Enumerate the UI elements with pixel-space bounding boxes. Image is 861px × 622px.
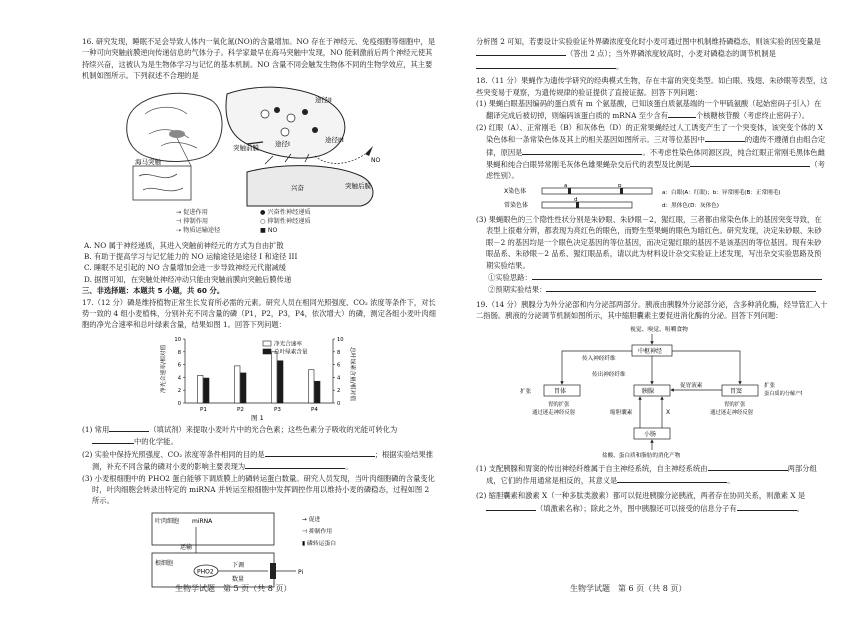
auto-chrom-label: 常染色体 bbox=[504, 201, 529, 209]
bar-P1-series-0 bbox=[198, 375, 204, 403]
bar-P1-series-1 bbox=[204, 378, 210, 403]
legend-no: ■ NO bbox=[260, 226, 278, 234]
q19-sub1: (1) 支配胰腺和胃窦的传出神经纤维属于自主神经系统，自主神经系统由 两部分组成，它们的作用通常是相反的，其意义是 。 bbox=[476, 463, 817, 485]
protein-products-label: 蛋白质的分解产物 bbox=[764, 390, 802, 397]
phosphate-pathway-diagram bbox=[150, 509, 370, 591]
footer-page-6: 生物学试题 第 6 页（共 8 页） bbox=[570, 584, 687, 593]
gene-d-label: d bbox=[574, 196, 578, 203]
bar-chart bbox=[155, 333, 365, 421]
efferent-label: 传出神经纤维 bbox=[592, 371, 626, 378]
q19-figure bbox=[502, 324, 802, 460]
legend-swatch-0 bbox=[263, 341, 271, 346]
x-chrom-label: X染色体 bbox=[504, 187, 527, 195]
antrum-box: 胃窦 bbox=[730, 387, 743, 395]
chart-categories bbox=[200, 407, 318, 413]
category-label-P3: P3 bbox=[274, 406, 281, 413]
y-tick-label-right: 6 bbox=[337, 362, 341, 369]
gene-a-label: a bbox=[564, 183, 568, 189]
q18-sub2: (2) 红眼（A）、正常刚毛（B）和灰体色（D）的正常果蝇经过人工诱变产生了一个突变体，该突变个体的 X 染色体和一条常染色体及其上的相关基因如图所示。三对等位基因中 的遗传不遵循自由组合定律，原因是 。不考虑性染色体同源区段，纯合红眼正常刚毛黑体色雌果蝇和纯合白眼异常刚毛灰体色雄果蝇杂交后代的表型及比例是 （考虑性别）。 bbox=[476, 122, 826, 181]
left-column bbox=[82, 36, 438, 593]
transport-label: 运输 bbox=[180, 543, 193, 551]
stomach-note-2: 通过迷走神经反射 bbox=[532, 409, 576, 416]
stomach-note-1: 胃的扩张 bbox=[548, 401, 570, 408]
q17-chart bbox=[155, 333, 365, 421]
bar-P3-series-1 bbox=[278, 361, 284, 403]
no-label: NO bbox=[371, 156, 381, 164]
category-label-P2: P2 bbox=[237, 406, 244, 413]
intestine-box: 小肠 bbox=[644, 430, 657, 438]
legend-label-0: 净光合速率 bbox=[274, 341, 302, 348]
category-label-P1: P1 bbox=[200, 406, 207, 413]
stimulus-top-label: 视觉、嗅觉、咀嚼食物 bbox=[630, 326, 688, 333]
q16-option-a: A. NO 属于神经递质，其进入突触前神经元的方式为自由扩散 bbox=[84, 240, 284, 250]
pho2-label: PHO2 bbox=[197, 568, 214, 576]
legend-promote: → 促进作用 bbox=[176, 208, 208, 216]
legend-inhibit-nt: ○ 抑制性神经递质 bbox=[260, 217, 311, 225]
q17-stem: 17.（12 分）磷是维持植物正常生长发育所必需的元素。研究人员在相同光照强度、CO₂ 浓度等条件下，对长势一致的 4 组小麦植株，分别补充不同含量的磷（P1，P2，P3，P4，依次增大）的磷，测定各组小麦叶肉细胞的净光合速率和总叶绿素含量，结果如图 1。回答下列问题： bbox=[82, 297, 436, 330]
chrom-key-1: a：白眼(A：红眼)；b：异常刚毛(B：正常刚毛) bbox=[662, 189, 781, 196]
chromosome-diagram bbox=[502, 184, 802, 212]
bar-P4-series-0 bbox=[309, 370, 315, 403]
path3-label: 途径III bbox=[325, 135, 344, 144]
q16-figure bbox=[115, 84, 405, 210]
gastrin-label: 促胃液素 bbox=[680, 382, 703, 389]
q16-option-b: B. 有助于提高学习与记忆能力的 NO 运输途径是途径 I 和途径 III bbox=[84, 252, 298, 262]
gene-b-label: b bbox=[618, 183, 622, 189]
y-tick-label-right: 0 bbox=[337, 400, 341, 407]
q17-figure2 bbox=[150, 509, 370, 591]
antrum-note-1: 胃的扩张 bbox=[724, 401, 746, 408]
y-tick-label-left: 0 bbox=[177, 400, 181, 407]
q18-sub1: (1) 果蝇白眼基因编码的蛋白质有 m 个氨基酸，已知该蛋白质氨基端的一个甲硫氨酸（起始密码子引入）在翻译完成后被切掉，则编码该蛋白质的 mRNA 至少含有 个核糖核苷酸（考虑终止密码子）。 bbox=[476, 99, 822, 121]
chart-legend bbox=[263, 339, 308, 355]
q19-stem: 19.（14 分）胰腺分为外分泌部和内分泌部两部分。胰液由胰腺外分泌部分泌，含多种消化酶，经导管汇入十二指肠。胰液的分泌调节机制如图所示，其中缩胆囊素主要促进消化酶的分泌。回答下列问题： bbox=[476, 299, 828, 321]
pancreas-box: 胰腺 bbox=[642, 387, 655, 395]
q18-sub3: (3) 果蝇眼色的三个隐性性状分别是朱砂眼、朱砂眼－2，猩红眼，三者都由常染色体上的基因突变导致，在表型上很难分辨，都表现为亮红色的眼色，而野生型果蝇的眼色为暗红色。研究发现，决定朱砂眼、朱砂眼－2 的基因均是一个眼色决定基因的等位基因，而决定猩红眼的基因不是该基因的等位基因。现有朱砂眼品系、朱砂眼－2 品系、猩红眼品系，请以此为材料设计杂交实验证上述发现，写出杂交实验思路及预期实验结果。 bbox=[476, 214, 822, 270]
chrom-key-2: d：黑体色(D：灰体色) bbox=[662, 202, 719, 209]
q16-legend bbox=[160, 208, 360, 238]
y-tick-label-right: 4 bbox=[337, 375, 341, 382]
y-axis-label-right: 总叶绿素含量/相对值 bbox=[349, 346, 355, 402]
q17-continuation: 分析图 2 可知，若要设计实验验证外界磷浓度变化时小麦可通过图中机制维持磷稳态，则该实验的因变量是（答出 2 点）；当外界磷浓度较高时，小麦对磷稳态的调节机制是。 bbox=[476, 37, 821, 71]
synapse-diagram bbox=[115, 84, 405, 210]
section-3-heading: 三、非选择题：本题共 5 小题，共 60 分。 bbox=[82, 286, 225, 296]
legend-swatch-1 bbox=[263, 349, 271, 354]
afferent-label: 传入神经纤维 bbox=[582, 355, 616, 362]
pancreas-regulation-diagram bbox=[502, 324, 802, 460]
q18-idea: ①实验思路： bbox=[476, 271, 828, 283]
chart-caption: 图 1 bbox=[251, 413, 264, 421]
cns-box: 中枢神经 bbox=[638, 347, 663, 355]
chart-bars bbox=[198, 352, 321, 403]
bar-P4-series-1 bbox=[315, 381, 321, 403]
q16-option-d: D. 据图可知，在突触处神经冲动只能由突触前膜向突触后膜传递 bbox=[84, 274, 292, 284]
legend-inhibit-2: ⊣ 抑制作用 bbox=[302, 528, 333, 535]
legend-label-1: 总叶绿素含量 bbox=[274, 349, 308, 356]
expand-left-label: 扩张 bbox=[520, 388, 532, 395]
leaf-cell-label: 叶肉细胞 bbox=[155, 517, 180, 525]
y-tick-label-right: 8 bbox=[337, 349, 341, 356]
y-tick-label-left: 10 bbox=[174, 336, 181, 343]
cck-label: 缩胆囊素 bbox=[610, 409, 633, 416]
y-tick-label-right: 2 bbox=[337, 388, 341, 395]
q18-result: ②预期实验结果： bbox=[476, 283, 828, 295]
bar-P2-series-0 bbox=[235, 366, 241, 403]
root-cell-label: 根细胞 bbox=[155, 559, 174, 567]
expand-right-label: 扩张 bbox=[764, 382, 776, 389]
post-label: 突触后膜 bbox=[345, 181, 371, 190]
brain-outline bbox=[127, 93, 222, 161]
y-axis-label-left: 净光合速率/相对值 bbox=[161, 344, 167, 393]
q17-sub1: (1) 常用 （填试剂）来提取小麦叶片中的光合色素；这些色素分子吸收的光能可转化为中的化学能。 bbox=[82, 424, 398, 447]
y-tick-label-left: 4 bbox=[177, 375, 181, 382]
stomach-box: 胃体 bbox=[554, 387, 567, 395]
right-column bbox=[476, 36, 828, 514]
legend-excite-nt: ● 兴奋性神经递质 bbox=[260, 208, 311, 216]
antrum-note-2: 通过迷走神经反射 bbox=[710, 409, 754, 416]
mirna-label: miRNA bbox=[192, 517, 213, 525]
y-tick-label-left: 8 bbox=[177, 349, 181, 356]
q19-sub2: (2) 缩胆囊素和激素 X（一种多肽类激素）都可以促进胰腺分泌胰液，两者存在协同关系，则激素 X 是（填激素名称）；除此之外，图中胰腺还可以接受的信息分子有 。 bbox=[476, 491, 806, 513]
q17-sub2: (2) 实验中保持光照强度、CO₂ 浓度等条件相同的目的是 ；根据实验结果推测，补充不同含量的磷对小麦的影响主要表现为 。 bbox=[82, 449, 434, 472]
stimulus-bottom-label: 盐酸、蛋白质和脂肪的消化产物 bbox=[602, 452, 681, 459]
legend-promote-2: → 促进 bbox=[302, 516, 321, 523]
path2-label: 途径II bbox=[315, 95, 332, 104]
q16-stem: 16. 研究发现，睡眠不足会导致人体内一氧化氮(NO)的含量增加。NO 存在于神经元、免疫细胞等细胞中，是一种可向突触前膜逆向传递信息的气体分子。科学家最早在海马突触中发现，NO 能刺激前后两个神经元使其持续兴奋，这被认为是生物体学习与记忆的基本机制。NO 含量不同会触发生物体不同的生物学效应，其主要机制如图所示。下列叙述不合理的是 bbox=[82, 37, 436, 81]
legend-inhibit: ⊣ 抑制作用 bbox=[176, 217, 209, 225]
y-tick-label-left: 2 bbox=[177, 388, 181, 395]
path1-label: 途径I bbox=[275, 139, 290, 148]
pre-label: 突触前膜 bbox=[233, 143, 259, 152]
hormone-x-label: X bbox=[666, 408, 671, 416]
bar-P2-series-1 bbox=[241, 373, 247, 403]
legend-transporter: ▮ 磷转运蛋白 bbox=[302, 540, 337, 547]
pi-label: Pi bbox=[298, 568, 304, 576]
q18-stem: 18.（11 分）果蝇作为遗传学研究的经典模式生物，存在丰富的突变类型。如白眼、残翅、朱砂眼等表型，这些突变易于观察，为遗传规律的验证提供了直接证据。回答下列问题： bbox=[476, 76, 828, 97]
hippocampus-label: 海马突触 bbox=[135, 157, 161, 166]
count-label: 数量 bbox=[232, 575, 245, 583]
q17-sub3: (3) 小麦根细胞中的 PHO2 蛋白能够下调质膜上的磷转运蛋白数量。研究人员发现，当叶肉细胞磷的含量变化时，叶肉细胞会转录出特定的 miRNA 并转运至根细胞中发挥调控作用以维持小麦的磷稳态，过程如图 2 所示。 bbox=[82, 473, 435, 506]
y-tick-label-right: 10 bbox=[337, 336, 344, 343]
q18-chromosome-figure bbox=[502, 184, 802, 212]
bar-P3-series-0 bbox=[272, 352, 278, 403]
category-label-P4: P4 bbox=[311, 406, 318, 413]
y-tick-label-left: 6 bbox=[177, 362, 181, 369]
q16-option-c: C. 睡眠不足引起的 NO 含量增加会进一步导致神经元代谢减缓 bbox=[84, 263, 287, 273]
footer-page-5: 生物学试题 第 5 页（共 8 页） bbox=[175, 584, 292, 593]
legend-transport: ⇢ 物质运输途径 bbox=[176, 226, 221, 234]
down-label: 下调 bbox=[232, 561, 245, 569]
excite-label: 兴奋 bbox=[291, 183, 304, 192]
